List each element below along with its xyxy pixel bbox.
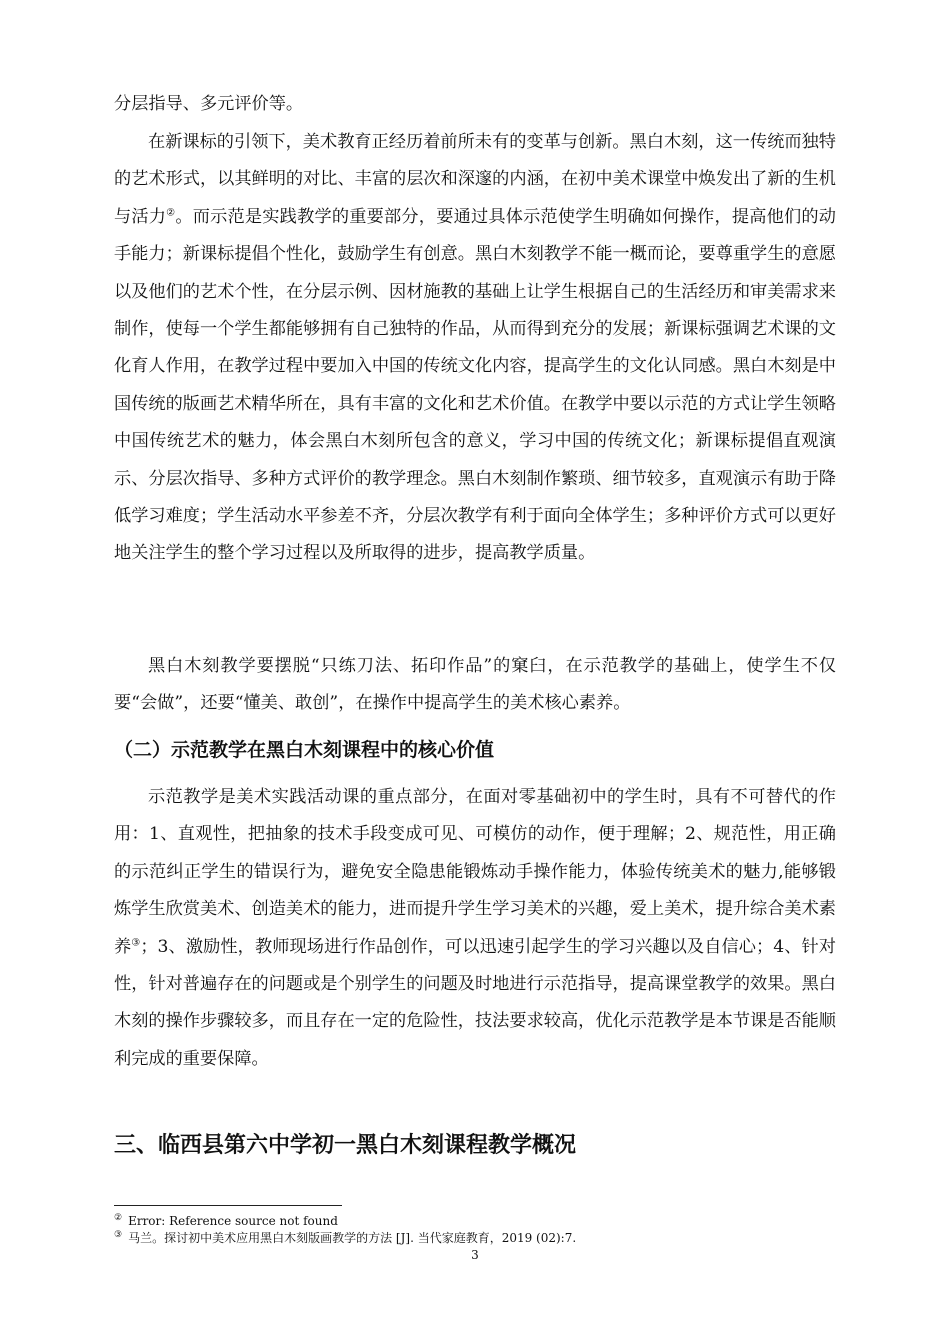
section-heading-1: 三、临西县第六中学初一黑白木刻课程教学概况 <box>114 1133 577 1158</box>
page-number: 3 <box>471 1248 479 1262</box>
footnote-separator <box>114 1205 342 1206</box>
footnote-text: Error: Reference source not found <box>128 1214 338 1228</box>
paragraph-continuation: 分层指导、多元评价等。 <box>114 94 304 114</box>
footnote-mark: ③ <box>114 1230 123 1240</box>
footnote-ref-2[interactable]: ② <box>166 207 176 219</box>
paragraph-text: 示范教学是美术实践活动课的重点部分，在面对零基础初中的学生时，具有不可替代的作用：1、直观性，把抽象的技术手段变成可见、可模仿的动作，便于理解；2、规范性，用正确的示范纠正学生的错误行为，避免安全隐患能锻炼动手操作能力，体验传统美术的魅力,能够锻炼学生欣赏美术、创造美术的能力，进而提升学生学习美术的兴趣，爱上美术，提升综合美术素养 <box>114 787 836 957</box>
footnote-text: 马兰。探讨初中美术应用黑白木刻版画教学的方法 [J]. 当代家庭教育，2019 (02):7. <box>128 1231 577 1245</box>
paragraph-text: 在新课标的引领下，美术教育正经历着前所未有的变革与创新。黑白木刻，这一传统而独特的艺术形式，以其鲜明的对比、丰富的层次和深邃的内涵，在初中美术课堂中焕发出了新的生机与活力 <box>114 132 836 227</box>
paragraph-demonstration-value <box>114 779 836 1078</box>
footnote-2 <box>114 1213 834 1229</box>
paragraph-core-literacy: 黑白木刻教学要摆脱“只练刀法、拓印作品”的窠臼，在示范教学的基础上，使学生不仅要“会做”，还要“懂美、敢创”，在操作中提高学生的美术核心素养。 <box>114 656 836 714</box>
footnote-ref-3[interactable]: ③ <box>131 936 141 948</box>
footnote-3 <box>114 1230 834 1246</box>
section-heading-2: （二）示范教学在黑白木刻课程中的核心价值 <box>114 739 495 761</box>
paragraph-new-curriculum <box>114 124 836 573</box>
paragraph-text: ；3、激励性，教师现场进行作品创作，可以迅速引起学生的学习兴趣以及自信心；4、针对性，针对普遍存在的问题或是个别学生的问题及时地进行示范指导，提高课堂教学的效果。黑白木刻的操作步骤较多，而且存在一定的危险性，技法要求较高，优化示范教学是本节课是否能顺利完成的重要保障。 <box>114 936 836 1069</box>
footnote-mark: ② <box>114 1213 123 1223</box>
paragraph-text: 。而示范是实践教学的重要部分，要通过具体示范使学生明确如何操作，提高他们的动手能力；新课标提倡个性化，鼓励学生有创意。黑白木刻教学不能一概而论，要尊重学生的意愿以及他们的艺术个性，在分层示例、因材施教的基础上让学生根据自己的生活经历和审美需求来制作，使每一个学生都能够拥有自己独特的作品，从而得到充分的发展；新课标强调艺术课的文化育人作用，在教学过程中要加入中国的传统文化内容，提高学生的文化认同感。黑白木刻是中国传统的版画艺术精华所在，具有丰富的文化和艺术价值。在教学中要以示范的方式让学生领略中国传统艺术的魅力，体会黑白木刻所包含的意义，学习中国的传统文化；新课标提倡直观演示、分层次指导、多种方式评价的教学理念。黑白木刻制作繁琐、细节较多，直观演示有助于降低学习难度；学生活动水平参差不齐，分层次教学有利于面向全体学生；多种评价方式可以更好地关注学生的整个学习过程以及所取得的进步，提高教学质量。 <box>114 206 836 564</box>
